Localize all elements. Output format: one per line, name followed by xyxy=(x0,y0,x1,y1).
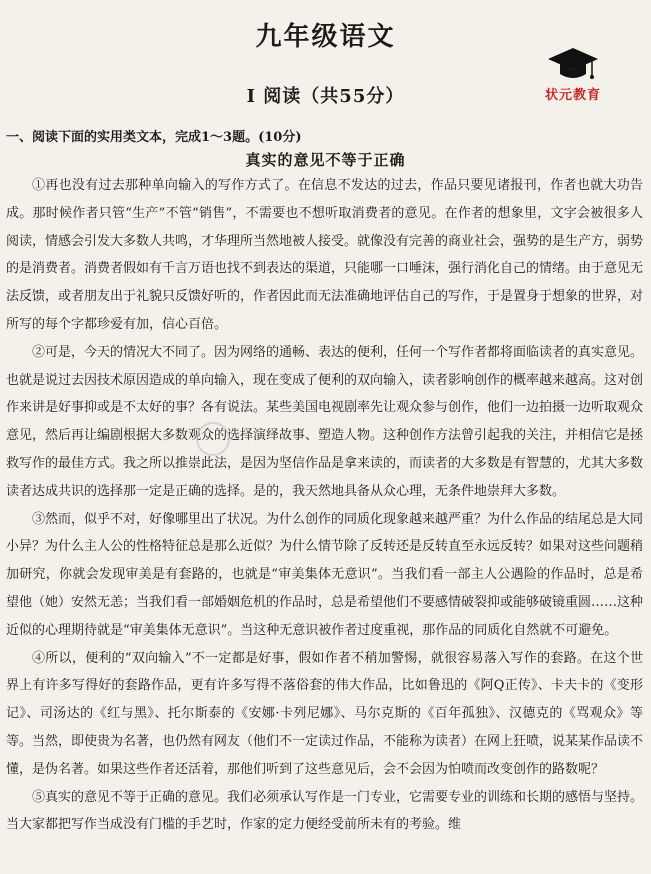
exam-title: 九年级语文 xyxy=(255,22,396,52)
paragraph-5: ⑤真实的意见不等于正确的意见。我们必须承认写作是一门专业，它需要专业的训练和长期的感悟与坚持。当大家都把写作当成没有门槛的手艺时，作家的定力便经受前所未有的考验。维 xyxy=(6,789,644,833)
logo-text: 状元教育 xyxy=(544,88,601,103)
section-title: Ⅰ 阅读（共55分） xyxy=(246,86,405,107)
article-body xyxy=(6,172,643,839)
paragraph-4: ④所以，便利的“双向输入”不一定都是好事，假如作者不稍加警惕，就很容易落入写作的套路。在这个世界上有许多写得好的套路作品，更有许多写得不落俗套的伟大作品，比如鲁迅的《阿Q正传》、卡夫卡的《变形记》、司汤达的《红与黑》、托尔斯泰的《安娜·卡列尼娜》、马尔克斯的《百年孤独》、汉德克的《骂观众》等等。当然，即使贵为名著，也仍然有网友（他们不一定读过作品，不能称为读者）在网上狂喷，说某某作品读不懂，是伪名著。如果这些作者还活着，那他们听到了这些意见后，会不会因为怕喷而改变创作的路数呢？ xyxy=(6,650,644,777)
question-instruction: 一、阅读下面的实用类文本，完成1～3题。(10分) xyxy=(6,130,302,145)
paragraph-2: ②可是，今天的情况大不同了。因为网络的通畅、表达的便利，任何一个写作者都将面临读者的真实意见。也就是说过去因技术原因造成的单向输入，现在变成了便利的双向输入，读者影响创作的概率越来越高。这对创作来讲是好事抑或是不太好的事？各有说法。某些美国电视剧率先让观众参与创作，他们一边拍摄一边听取观众意见，然后再让编剧根据大多数观众的选择演绎故事、塑造人物。这种创作方法曾引起我的关注，并相信它是拯救写作的最佳方式。我之所以推崇此法，是因为坚信作品是拿来读的，而读者的大多数是有智慧的，尤其大多数读者达成共识的选择那一定是正确的选择。是的，我天然地具备从众心理，无条件地崇拜大多数。 xyxy=(6,344,644,499)
paragraph-1: ①再也没有过去那种单向输入的写作方式了。在信息不发达的过去，作品只要见诸报刊，作者也就大功告成。那时候作者只管“生产”不管“销售”，不需要也不想听取消费者的意见。在作者的想象里，文字会被很多人阅读，情感会引发大多数人共鸣，才华理所当然地被人接受。就像没有完善的商业社会，强势的是生产方，弱势的是消费者。消费者假如有千言万语也找不到表达的渠道，只能哪一口唾沫，强行消化自己的情绪。由于意见无法反馈，或者朋友出于礼貌只反馈好听的，作者因此而无法准确地评估自己的写作，于是置身于想象的世界，对所写的每个字都珍爱有加，信心百倍。 xyxy=(6,178,644,332)
article-title: 真实的意见不等于正确 xyxy=(245,151,406,169)
graduation-cap-icon xyxy=(528,46,618,82)
paragraph-3: ③然而，似乎不对，好像哪里出了状况。为什么创作的同质化现象越来越严重？为什么作品的结尾总是大同小异？为什么主人公的性格特征总是那么近似？为什么情节除了反转还是反转直至永远反转？如果对这些问题稍加研究，你就会发现审美是有套路的，也就是“审美集体无意识”。当我们看一部主人公遇险的作品时，总是希望他（她）安然无恙；当我们看一部婚姻危机的作品时，总是希望他们不要感情破裂抑或能够破镜重圆……这种近似的心理期待就是“审美集体无意识”。当这种无意识被作者过度重视，那作品的同质化自然就不可避免。 xyxy=(6,511,644,638)
